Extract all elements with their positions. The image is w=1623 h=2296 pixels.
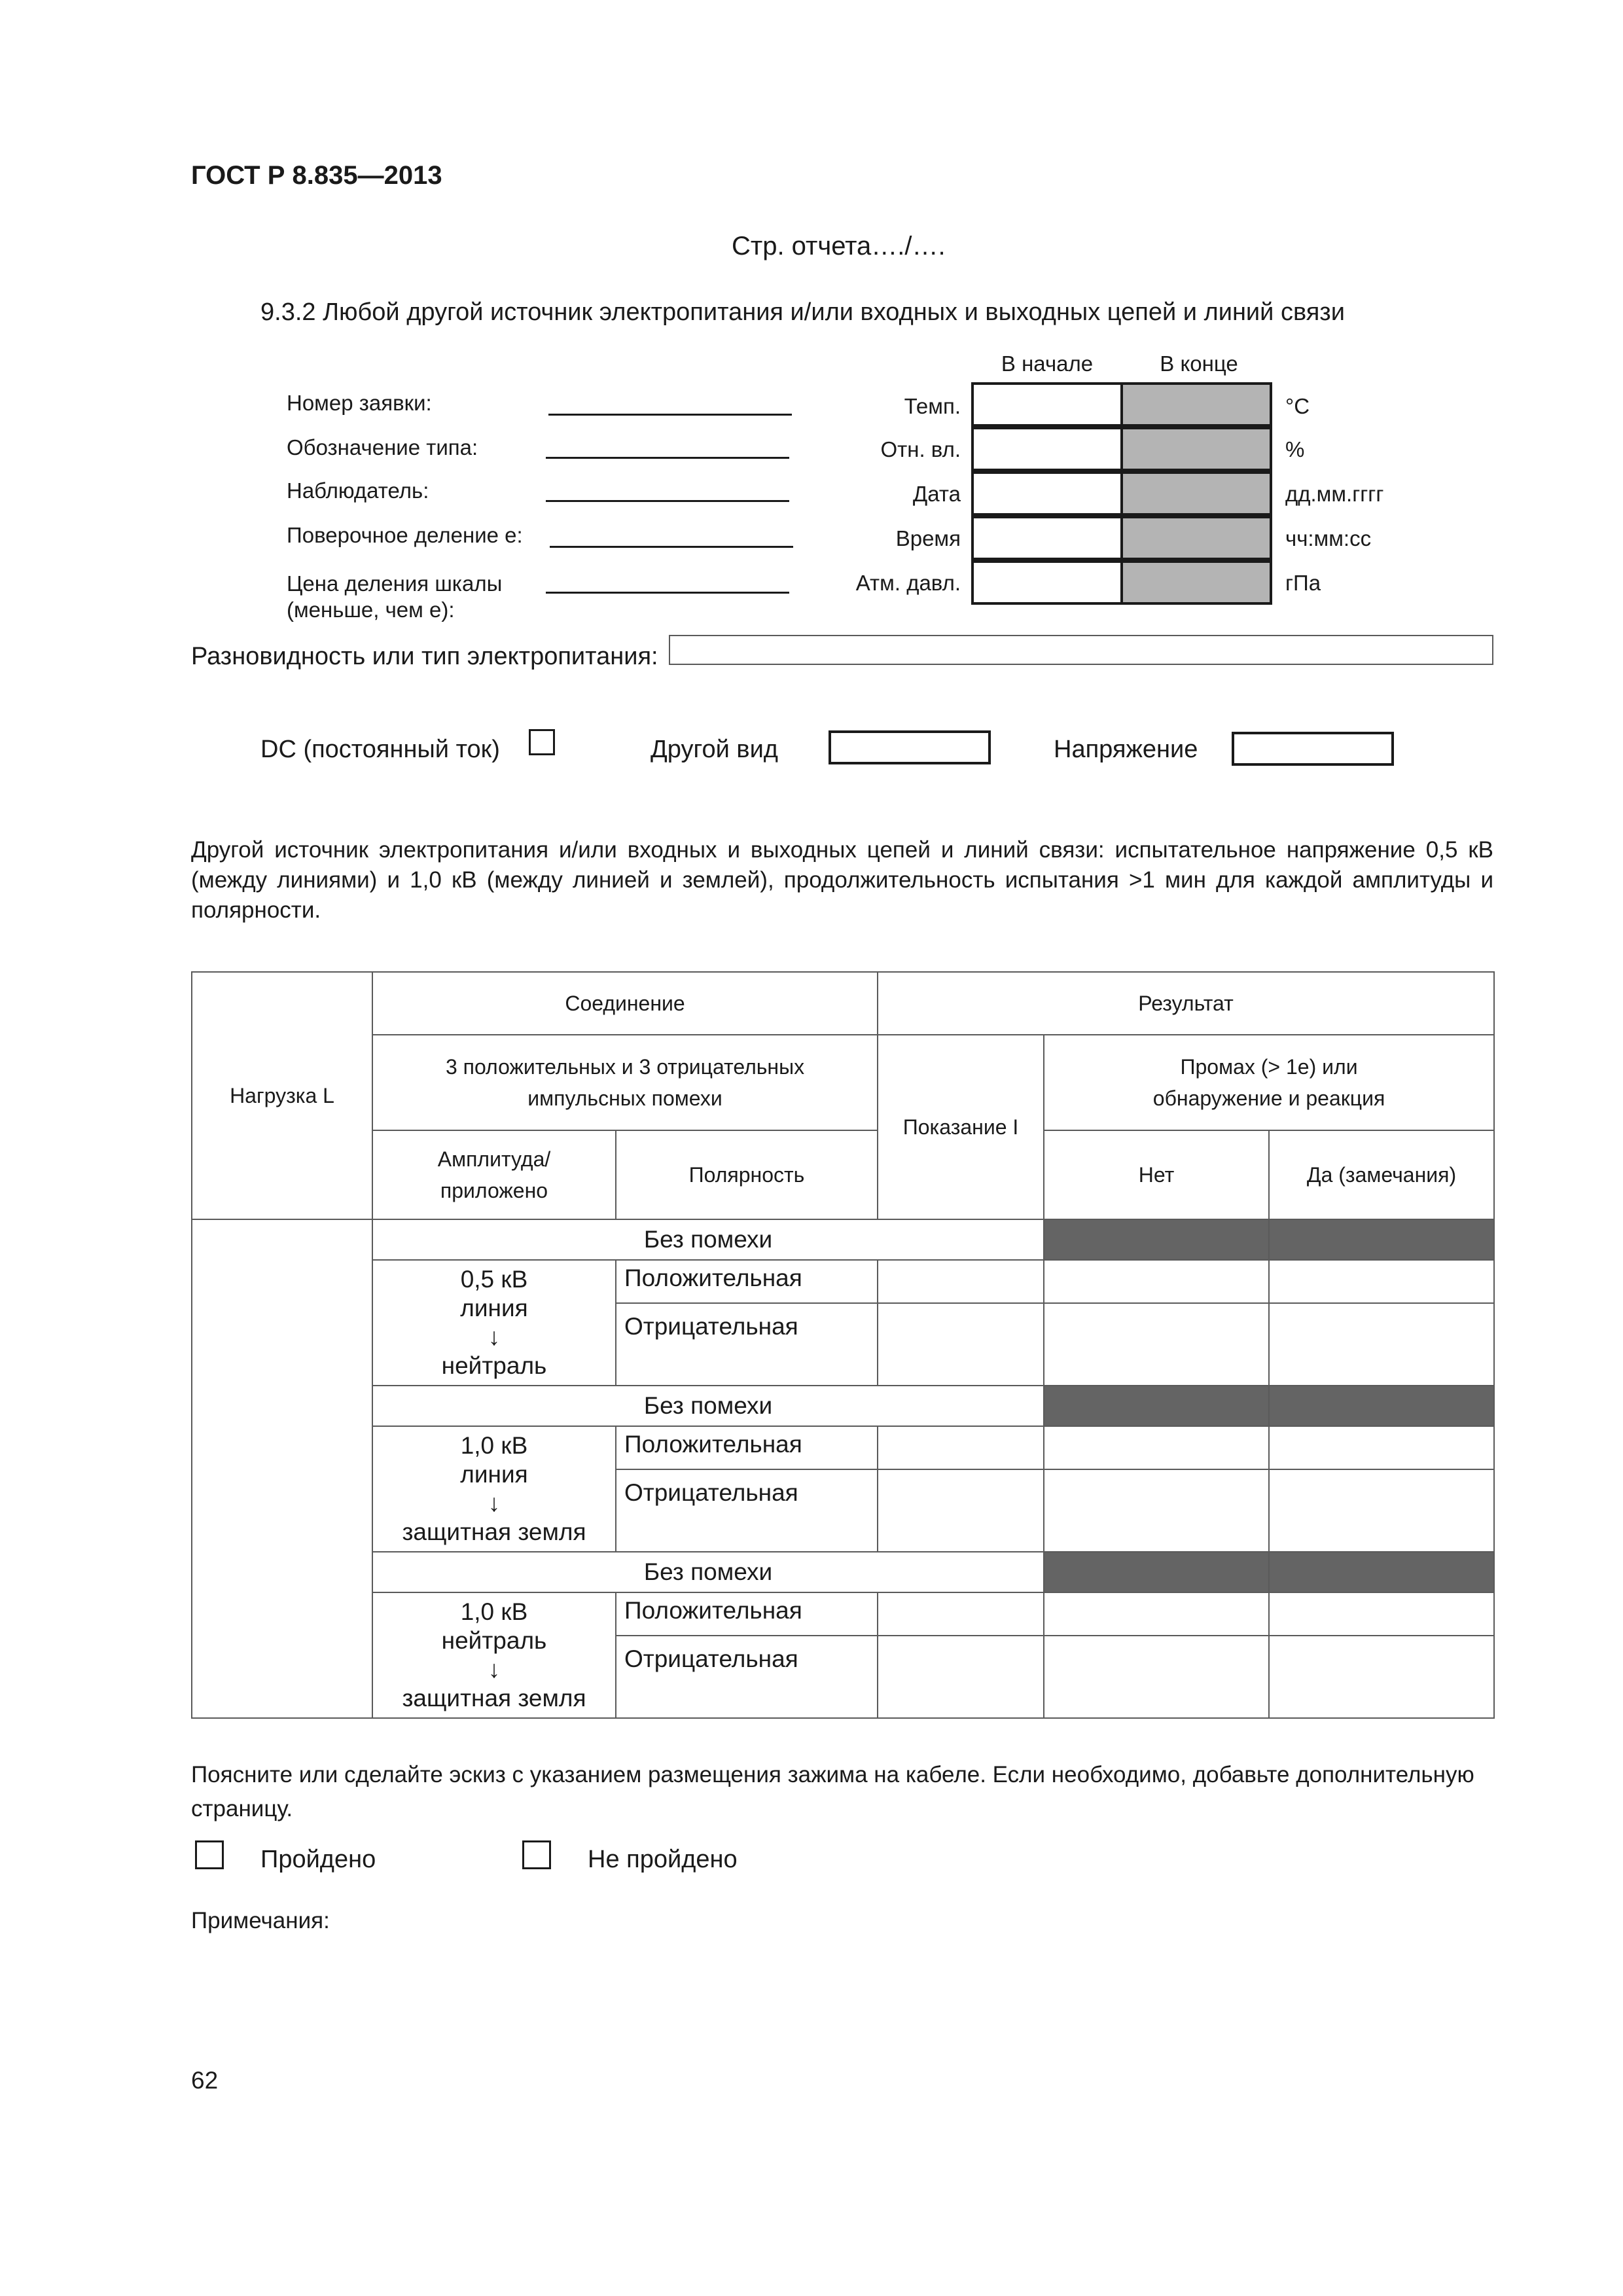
field-observer[interactable] (546, 500, 789, 502)
header-no: Нет (1044, 1130, 1269, 1219)
field-label-scale-interval-line1: Цена деления шкалы (287, 571, 503, 596)
header-load: Нагрузка L (192, 972, 372, 1219)
header-polarity: Полярность (616, 1130, 878, 1219)
field-label-scale-interval-line2: (меньше, чем е): (287, 598, 455, 622)
standard-number: ГОСТ Р 8.835—2013 (191, 161, 442, 190)
polarity-positive: Положительная (616, 1260, 878, 1303)
reading-cell[interactable] (878, 1303, 1044, 1386)
remarks-label: Примечания: (191, 1908, 330, 1933)
load-cell[interactable] (192, 1219, 372, 1718)
sketch-note: Поясните или сделайте эскиз с указанием размещения зажима на кабеле. Если необходимо, добавьте дополнительную страницу. (191, 1762, 1474, 1821)
power-type-label: Разновидность или тип электропитания: (191, 643, 658, 670)
reading-cell[interactable] (878, 1426, 1044, 1469)
header-pulses: 3 положительных и 3 отрицательных импульсных помехи (372, 1035, 878, 1130)
voltage-label: Напряжение (1054, 736, 1198, 763)
amplitude-value: 0,5 кВ (460, 1266, 528, 1293)
blocked-cell (1044, 1219, 1269, 1260)
passed-checkbox[interactable] (195, 1840, 224, 1869)
arrow-down-icon: ↓ (488, 1656, 501, 1683)
report-page-reference: Стр. отчета…./…. (732, 232, 946, 260)
blocked-cell (1269, 1386, 1494, 1426)
cond-unit-time: чч:мм:сс (1285, 526, 1372, 550)
cond-time-end-cell[interactable] (1120, 516, 1272, 560)
yes-remarks-cell[interactable] (1269, 1426, 1494, 1469)
cond-date-start-cell[interactable] (971, 471, 1123, 516)
blocked-cell (1044, 1552, 1269, 1592)
amplitude-to: защитная земля (402, 1685, 586, 1712)
failed-checkbox[interactable] (522, 1840, 551, 1869)
cond-pressure-end-cell[interactable] (1120, 560, 1272, 605)
reading-cell[interactable] (878, 1260, 1044, 1303)
blocked-cell (1044, 1386, 1269, 1426)
page-number: 62 (191, 2067, 219, 2094)
cond-date-end-cell[interactable] (1120, 471, 1272, 516)
cond-time-start-cell[interactable] (971, 516, 1123, 560)
amplitude-from: линия (460, 1461, 528, 1488)
field-label-observer: Наблюдатель: (287, 478, 429, 503)
field-label-scale-interval (287, 571, 502, 623)
header-reading: Показание I (878, 1035, 1044, 1219)
header-amplitude: Амплитуда/ приложено (372, 1130, 616, 1219)
no-cell[interactable] (1044, 1592, 1269, 1636)
cond-unit-temp: °С (1285, 394, 1310, 418)
field-type-designation[interactable] (546, 457, 789, 459)
field-label-type-designation: Обозначение типа: (287, 435, 478, 459)
header-connection: Соединение (372, 972, 878, 1035)
polarity-negative: Отрицательная (616, 1303, 878, 1386)
no-noise-row-label: Без помехи (372, 1552, 1044, 1592)
amplitude-value: 1,0 кВ (460, 1598, 528, 1625)
header-yes-remarks: Да (замечания) (1269, 1130, 1494, 1219)
amplitude-to: нейтраль (441, 1352, 547, 1379)
cond-humidity-start-cell[interactable] (971, 427, 1123, 471)
reading-cell[interactable] (878, 1592, 1044, 1636)
cond-unit-humidity: % (1285, 437, 1305, 461)
amplitude-to: защитная земля (402, 1518, 586, 1545)
yes-remarks-cell[interactable] (1269, 1592, 1494, 1636)
other-type-field[interactable] (829, 730, 991, 764)
field-scale-interval[interactable] (546, 592, 789, 594)
cond-humidity-end-cell[interactable] (1120, 427, 1272, 471)
arrow-down-icon: ↓ (488, 1323, 501, 1350)
cond-pressure-start-cell[interactable] (971, 560, 1123, 605)
polarity-negative: Отрицательная (616, 1636, 878, 1718)
cond-label-date: Дата (912, 482, 961, 506)
cond-temp-end-cell[interactable] (1120, 382, 1272, 427)
no-cell[interactable] (1044, 1636, 1269, 1718)
cond-label-humidity: Отн. вл. (880, 437, 961, 461)
arrow-down-icon: ↓ (488, 1490, 501, 1516)
header-result: Результат (878, 972, 1494, 1035)
col-header-start: В начале (1001, 351, 1094, 376)
cond-unit-pressure: гПа (1285, 571, 1321, 595)
voltage-field[interactable] (1232, 732, 1394, 766)
passed-label: Пройдено (260, 1846, 376, 1873)
polarity-negative: Отрицательная (616, 1469, 878, 1552)
cond-unit-date: дд.мм.гггг (1285, 482, 1384, 506)
amplitude-value: 1,0 кВ (460, 1432, 528, 1459)
amplitude-group-1 (372, 1260, 616, 1386)
results-table (191, 971, 1495, 1719)
no-cell[interactable] (1044, 1260, 1269, 1303)
cond-label-temp: Темп. (904, 394, 961, 418)
no-noise-row-label: Без помехи (372, 1219, 1044, 1260)
amplitude-group-2 (372, 1426, 616, 1552)
yes-remarks-cell[interactable] (1269, 1260, 1494, 1303)
no-noise-row-label: Без помехи (372, 1386, 1044, 1426)
polarity-positive: Положительная (616, 1592, 878, 1636)
col-header-end: В конце (1160, 351, 1238, 376)
blocked-cell (1269, 1219, 1494, 1260)
dc-label: DC (постоянный ток) (260, 736, 500, 763)
failed-label: Не пройдено (588, 1846, 738, 1873)
polarity-positive: Положительная (616, 1426, 878, 1469)
amplitude-from: нейтраль (441, 1627, 547, 1654)
reading-cell[interactable] (878, 1469, 1044, 1552)
no-cell[interactable] (1044, 1303, 1269, 1386)
amplitude-from: линия (460, 1295, 528, 1321)
power-type-field[interactable] (669, 635, 1493, 665)
field-verification-interval[interactable] (550, 546, 793, 548)
test-description: Другой источник электропитания и/или входных и выходных цепей и линий связи: испытательное напряжение 0,5 кВ (между линиями) и 1,0 кВ (между линией и землей), продолжительность испытания >1 мин для каждой амплитуды и полярности. (191, 837, 1493, 923)
no-cell[interactable] (1044, 1426, 1269, 1469)
yes-remarks-cell[interactable] (1269, 1636, 1494, 1718)
yes-remarks-cell[interactable] (1269, 1303, 1494, 1386)
amplitude-group-3 (372, 1592, 616, 1718)
field-request-number[interactable] (548, 414, 792, 416)
cond-label-pressure: Атм. давл. (855, 571, 961, 595)
cond-label-time: Время (895, 526, 961, 550)
dc-checkbox[interactable] (529, 729, 555, 755)
section-title: 9.3.2 Любой другой источник электропитания и/или входных и выходных цепей и линий связи (260, 298, 1345, 326)
other-type-label: Другой вид (651, 736, 778, 763)
field-label-verification-interval: Поверочное деление е: (287, 523, 523, 547)
field-label-request-number: Номер заявки: (287, 391, 432, 415)
blocked-cell (1269, 1552, 1494, 1592)
header-miss-detection: Промах (> 1е) или обнаружение и реакция (1044, 1035, 1494, 1130)
yes-remarks-cell[interactable] (1269, 1469, 1494, 1552)
cond-temp-start-cell[interactable] (971, 382, 1123, 427)
no-cell[interactable] (1044, 1469, 1269, 1552)
reading-cell[interactable] (878, 1636, 1044, 1718)
